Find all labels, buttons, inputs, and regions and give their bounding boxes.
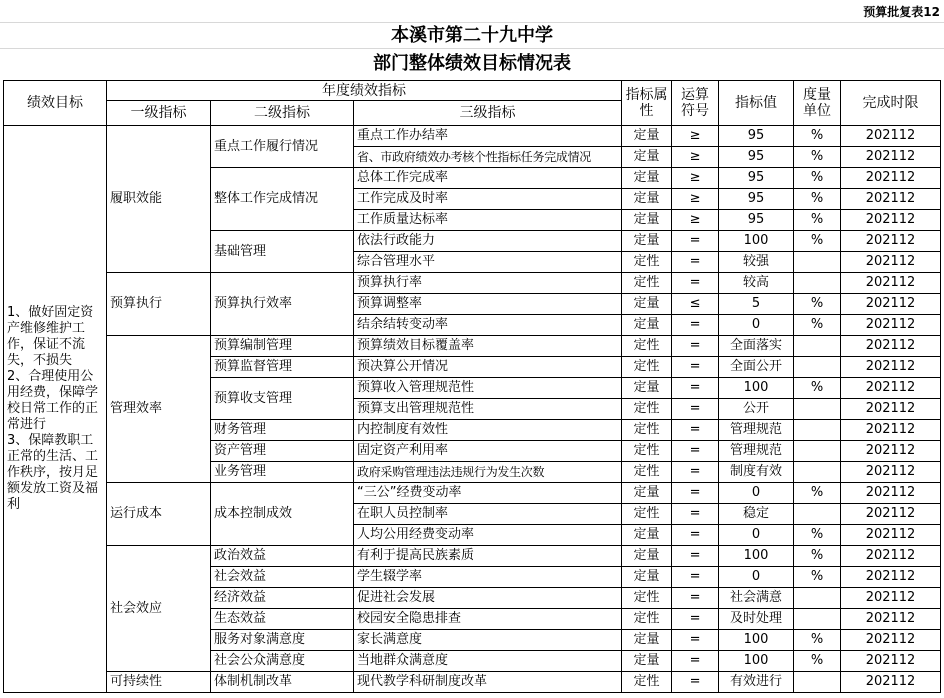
- level3-indicator: 校园安全隐患排查: [354, 609, 622, 630]
- level2-indicator: 整体工作完成情况: [211, 168, 354, 231]
- measure-unit: [794, 252, 841, 273]
- completion-time: 202112: [841, 357, 941, 378]
- completion-time: 202112: [841, 672, 941, 693]
- indicator-value: 95: [719, 210, 794, 231]
- indicator-value: 及时处理: [719, 609, 794, 630]
- indicator-value: 有效进行: [719, 672, 794, 693]
- header-annual-indicators: 年度绩效指标: [107, 81, 622, 101]
- level2-indicator: 体制机制改革: [211, 672, 354, 693]
- completion-time: 202112: [841, 399, 941, 420]
- operator-symbol: =: [672, 273, 719, 294]
- indicator-value: 100: [719, 231, 794, 252]
- indicator-value: 社会满意: [719, 588, 794, 609]
- indicator-attr: 定量: [622, 147, 672, 168]
- completion-time: 202112: [841, 567, 941, 588]
- measure-unit: [794, 336, 841, 357]
- indicator-value: 0: [719, 525, 794, 546]
- measure-unit: [794, 399, 841, 420]
- level1-indicator: 履职效能: [107, 126, 211, 273]
- completion-time: 202112: [841, 189, 941, 210]
- indicator-attr: 定性: [622, 609, 672, 630]
- operator-symbol: ≥: [672, 189, 719, 210]
- level3-indicator: “三公”经费变动率: [354, 483, 622, 504]
- level2-indicator: 预算收支管理: [211, 378, 354, 420]
- operator-symbol: =: [672, 462, 719, 483]
- header-value: 指标值: [719, 81, 794, 126]
- operator-symbol: =: [672, 525, 719, 546]
- level3-indicator: 人均公用经费变动率: [354, 525, 622, 546]
- indicator-attr: 定量: [622, 651, 672, 672]
- header-level3: 三级指标: [354, 101, 622, 126]
- header-level1: 一级指标: [107, 101, 211, 126]
- gridline: [0, 48, 944, 49]
- indicator-value: 100: [719, 546, 794, 567]
- completion-time: 202112: [841, 252, 941, 273]
- level3-indicator: 预算执行率: [354, 273, 622, 294]
- indicator-attr: 定性: [622, 357, 672, 378]
- measure-unit: %: [794, 483, 841, 504]
- table-row: [4, 336, 941, 357]
- level1-indicator: 管理效率: [107, 336, 211, 483]
- level2-indicator: 预算执行效率: [211, 273, 354, 336]
- level2-indicator: 成本控制成效: [211, 483, 354, 546]
- indicator-attr: 定量: [622, 567, 672, 588]
- header-level2: 二级指标: [211, 101, 354, 126]
- completion-time: 202112: [841, 525, 941, 546]
- level2-indicator: 社会效益: [211, 567, 354, 588]
- indicator-attr: 定性: [622, 399, 672, 420]
- level2-indicator: 社会公众满意度: [211, 651, 354, 672]
- level2-indicator: 生态效益: [211, 609, 354, 630]
- operator-symbol: ≤: [672, 294, 719, 315]
- indicator-value: 95: [719, 147, 794, 168]
- level3-indicator: 结余结转变动率: [354, 315, 622, 336]
- indicator-attr: 定性: [622, 336, 672, 357]
- operator-symbol: ≥: [672, 126, 719, 147]
- indicator-attr: 定性: [622, 588, 672, 609]
- indicator-attr: 定量: [622, 210, 672, 231]
- indicator-value: 95: [719, 126, 794, 147]
- indicator-attr: 定量: [622, 525, 672, 546]
- indicator-attr: 定性: [622, 252, 672, 273]
- operator-symbol: =: [672, 336, 719, 357]
- page-subtitle: 部门整体绩效目标情况表: [373, 53, 571, 74]
- indicator-value: 较高: [719, 273, 794, 294]
- level3-indicator: 当地群众满意度: [354, 651, 622, 672]
- measure-unit: %: [794, 630, 841, 651]
- level3-indicator: 预算收入管理规范性: [354, 378, 622, 399]
- level2-indicator: 预算编制管理: [211, 336, 354, 357]
- indicator-value: 较强: [719, 252, 794, 273]
- level3-indicator: 总体工作完成率: [354, 168, 622, 189]
- completion-time: 202112: [841, 336, 941, 357]
- indicator-value: 制度有效: [719, 462, 794, 483]
- measure-unit: %: [794, 168, 841, 189]
- completion-time: 202112: [841, 378, 941, 399]
- completion-time: 202112: [841, 231, 941, 252]
- measure-unit: [794, 273, 841, 294]
- level3-indicator: 家长满意度: [354, 630, 622, 651]
- level3-indicator: 在职人员控制率: [354, 504, 622, 525]
- header-unit: 度量单位: [794, 81, 841, 126]
- level3-indicator: 依法行政能力: [354, 231, 622, 252]
- operator-symbol: ≥: [672, 147, 719, 168]
- indicator-attr: 定性: [622, 441, 672, 462]
- operator-symbol: =: [672, 420, 719, 441]
- indicator-value: 95: [719, 168, 794, 189]
- performance-table: [3, 80, 941, 693]
- budget-badge: 预算批复表12: [863, 5, 940, 19]
- completion-time: 202112: [841, 651, 941, 672]
- table-row: [4, 483, 941, 504]
- operator-symbol: =: [672, 378, 719, 399]
- completion-time: 202112: [841, 126, 941, 147]
- operator-symbol: =: [672, 483, 719, 504]
- level3-indicator: 重点工作办结率: [354, 126, 622, 147]
- indicator-value: 100: [719, 651, 794, 672]
- level3-indicator: 工作质量达标率: [354, 210, 622, 231]
- completion-time: 202112: [841, 483, 941, 504]
- level2-indicator: 重点工作履行情况: [211, 126, 354, 168]
- indicator-attr: 定量: [622, 546, 672, 567]
- level3-indicator: 固定资产利用率: [354, 441, 622, 462]
- completion-time: 202112: [841, 609, 941, 630]
- measure-unit: [794, 672, 841, 693]
- indicator-attr: 定量: [622, 483, 672, 504]
- operator-symbol: =: [672, 399, 719, 420]
- completion-time: 202112: [841, 273, 941, 294]
- operator-symbol: =: [672, 588, 719, 609]
- measure-unit: %: [794, 231, 841, 252]
- operator-symbol: =: [672, 630, 719, 651]
- measure-unit: [794, 504, 841, 525]
- indicator-attr: 定性: [622, 672, 672, 693]
- indicator-attr: 定量: [622, 294, 672, 315]
- level3-indicator: 促进社会发展: [354, 588, 622, 609]
- completion-time: 202112: [841, 504, 941, 525]
- indicator-value: 0: [719, 567, 794, 588]
- completion-time: 202112: [841, 168, 941, 189]
- measure-unit: %: [794, 126, 841, 147]
- indicator-attr: 定量: [622, 168, 672, 189]
- indicator-value: 5: [719, 294, 794, 315]
- operator-symbol: =: [672, 252, 719, 273]
- operator-symbol: =: [672, 651, 719, 672]
- level3-indicator: 内控制度有效性: [354, 420, 622, 441]
- table-row: [4, 546, 941, 567]
- operator-symbol: =: [672, 441, 719, 462]
- indicator-attr: 定性: [622, 420, 672, 441]
- measure-unit: [794, 462, 841, 483]
- completion-time: 202112: [841, 420, 941, 441]
- level3-indicator: 有利于提高民族素质: [354, 546, 622, 567]
- completion-time: 202112: [841, 546, 941, 567]
- level3-indicator: 工作完成及时率: [354, 189, 622, 210]
- indicator-value: 100: [719, 378, 794, 399]
- level1-indicator: 可持续性: [107, 672, 211, 693]
- level1-indicator: 社会效应: [107, 546, 211, 672]
- completion-time: 202112: [841, 210, 941, 231]
- measure-unit: %: [794, 525, 841, 546]
- completion-time: 202112: [841, 294, 941, 315]
- measure-unit: %: [794, 294, 841, 315]
- level3-indicator: 省、市政府绩效办考核个性指标任务完成情况: [354, 147, 622, 168]
- indicator-attr: 定性: [622, 462, 672, 483]
- completion-time: 202112: [841, 630, 941, 651]
- completion-time: 202112: [841, 588, 941, 609]
- level3-indicator: 预决算公开情况: [354, 357, 622, 378]
- measure-unit: [794, 609, 841, 630]
- operator-symbol: =: [672, 231, 719, 252]
- indicator-value: 0: [719, 483, 794, 504]
- indicator-value: 管理规范: [719, 420, 794, 441]
- operator-symbol: ≥: [672, 168, 719, 189]
- level3-indicator: 预算绩效目标覆盖率: [354, 336, 622, 357]
- indicator-attr: 定量: [622, 630, 672, 651]
- completion-time: 202112: [841, 441, 941, 462]
- indicator-value: 全面公开: [719, 357, 794, 378]
- operator-symbol: =: [672, 672, 719, 693]
- measure-unit: %: [794, 210, 841, 231]
- indicator-value: 95: [719, 189, 794, 210]
- indicator-value: 管理规范: [719, 441, 794, 462]
- indicator-value: 100: [719, 630, 794, 651]
- header-goal: 绩效目标: [4, 81, 107, 126]
- level2-indicator: 资产管理: [211, 441, 354, 462]
- completion-time: 202112: [841, 315, 941, 336]
- operator-symbol: =: [672, 546, 719, 567]
- level3-indicator: 预算支出管理规范性: [354, 399, 622, 420]
- operator-symbol: ≥: [672, 210, 719, 231]
- level2-indicator: 业务管理: [211, 462, 354, 483]
- indicator-attr: 定量: [622, 378, 672, 399]
- level3-indicator: 预算调整率: [354, 294, 622, 315]
- indicator-value: 稳定: [719, 504, 794, 525]
- measure-unit: %: [794, 378, 841, 399]
- operator-symbol: =: [672, 567, 719, 588]
- header-op: 运算符号: [672, 81, 719, 126]
- operator-symbol: =: [672, 504, 719, 525]
- level2-indicator: 基础管理: [211, 231, 354, 273]
- indicator-attr: 定性: [622, 504, 672, 525]
- level2-indicator: 服务对象满意度: [211, 630, 354, 651]
- table-row: [4, 273, 941, 294]
- measure-unit: %: [794, 315, 841, 336]
- goal-text: 1、做好固定资产维修维护工作，保证不流失，不损失 2、合理使用公用经费，保障学校日常工作的正常进行 3、保障教职工正常的生活、工作秩序，按月足额发放工资及福利: [4, 126, 107, 693]
- level3-indicator: 现代教学科研制度改革: [354, 672, 622, 693]
- table-row: [4, 126, 941, 147]
- indicator-attr: 定量: [622, 189, 672, 210]
- measure-unit: %: [794, 651, 841, 672]
- completion-time: 202112: [841, 462, 941, 483]
- level3-indicator: 学生辍学率: [354, 567, 622, 588]
- measure-unit: %: [794, 567, 841, 588]
- header-attr: 指标属性: [622, 81, 672, 126]
- indicator-attr: 定量: [622, 126, 672, 147]
- level2-indicator: 财务管理: [211, 420, 354, 441]
- measure-unit: %: [794, 147, 841, 168]
- level3-indicator: 综合管理水平: [354, 252, 622, 273]
- measure-unit: [794, 357, 841, 378]
- indicator-attr: 定量: [622, 231, 672, 252]
- indicator-value: 公开: [719, 399, 794, 420]
- level1-indicator: 运行成本: [107, 483, 211, 546]
- level1-indicator: 预算执行: [107, 273, 211, 336]
- operator-symbol: =: [672, 609, 719, 630]
- level3-indicator: 政府采购管理违法违规行为发生次数: [354, 462, 622, 483]
- measure-unit: [794, 588, 841, 609]
- indicator-attr: 定性: [622, 273, 672, 294]
- operator-symbol: =: [672, 357, 719, 378]
- measure-unit: [794, 441, 841, 462]
- operator-symbol: =: [672, 315, 719, 336]
- page-title: 本溪市第二十九中学: [391, 25, 553, 46]
- indicator-value: 0: [719, 315, 794, 336]
- level2-indicator: 政治效益: [211, 546, 354, 567]
- indicator-value: 全面落实: [719, 336, 794, 357]
- table-row: [4, 672, 941, 693]
- measure-unit: %: [794, 546, 841, 567]
- completion-time: 202112: [841, 147, 941, 168]
- indicator-attr: 定量: [622, 315, 672, 336]
- measure-unit: [794, 420, 841, 441]
- header-time: 完成时限: [841, 81, 941, 126]
- level2-indicator: 经济效益: [211, 588, 354, 609]
- gridline: [0, 22, 944, 23]
- measure-unit: %: [794, 189, 841, 210]
- level2-indicator: 预算监督管理: [211, 357, 354, 378]
